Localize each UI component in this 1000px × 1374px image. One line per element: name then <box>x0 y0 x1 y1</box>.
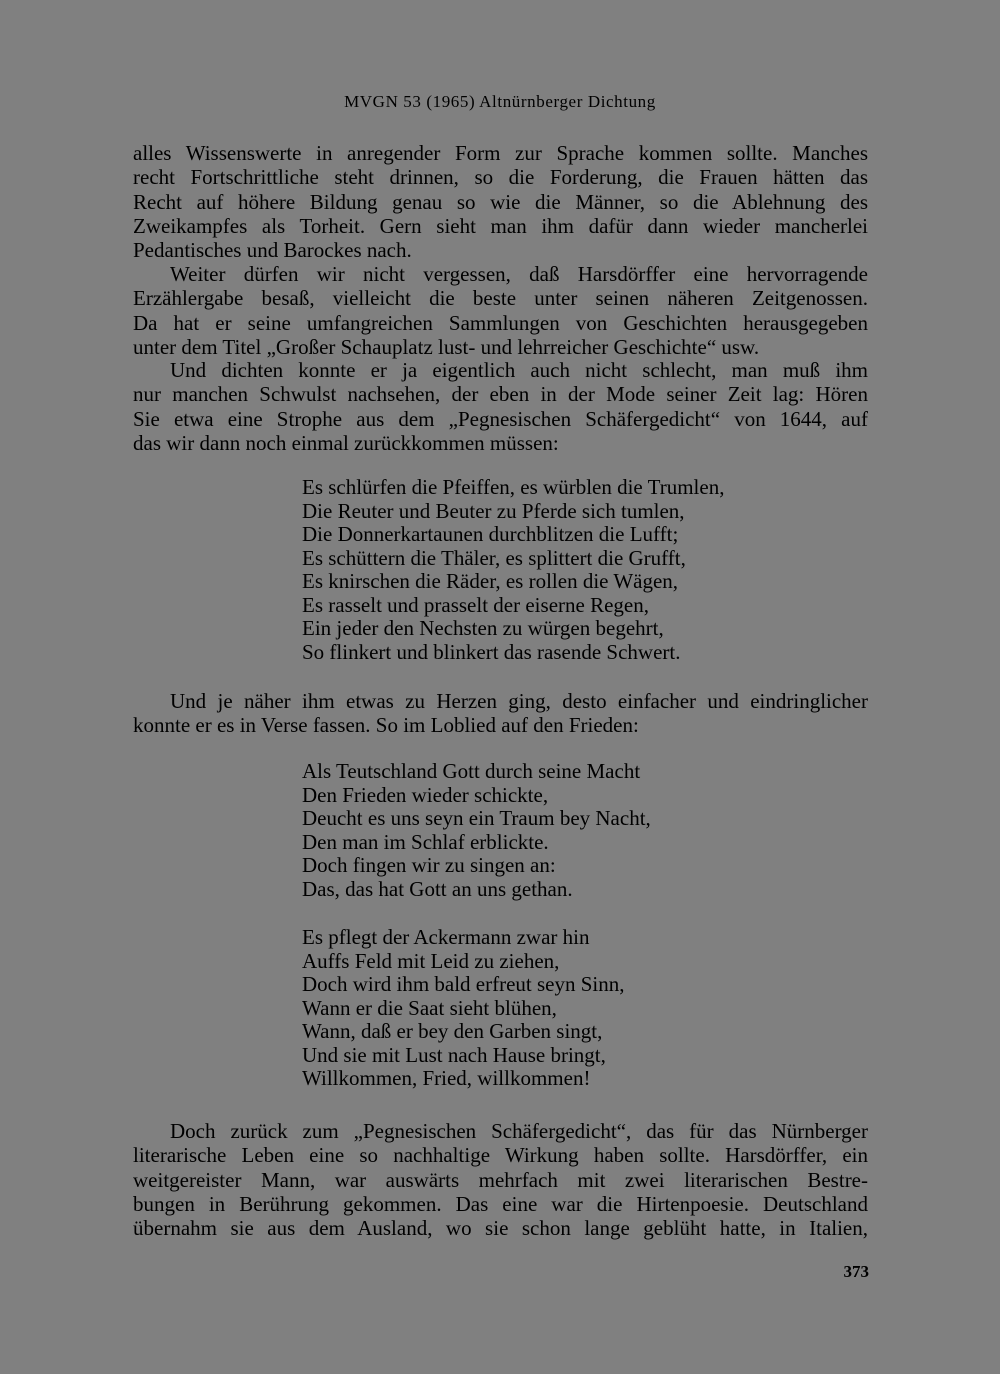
text-line: Und dichten konnte er ja eigentlich auch nicht schlecht, man muß ihm <box>170 358 868 382</box>
text-line: Doch zurück zum „Pegnesischen Schäfergedicht“, das für das Nürnberger <box>170 1119 868 1143</box>
paragraph <box>133 1119 868 1240</box>
text-line: alles Wissenswerte in anregender Form zur Sprache kommen sollte. Manches <box>133 141 868 165</box>
text-line: nur manchen Schwulst nachsehen, der eben in der Mode seiner Zeit lag: Hören <box>133 382 868 407</box>
verse-line: Und sie mit Lust nach Hause bringt, <box>302 1042 606 1067</box>
text-line: das wir dann noch einmal zurückkommen müssen: <box>133 430 559 455</box>
paragraph <box>133 141 868 262</box>
text-line: unter dem Titel „Großer Schauplatz lust- und lehrreicher Geschichte“ usw. <box>133 334 760 359</box>
text-line: konnte er es in Verse fassen. So im Loblied auf den Frieden: <box>133 713 639 738</box>
verse-line: Den man im Schlaf erblickte. <box>302 829 549 854</box>
text-line: Erzählergabe besaß, vielleicht die beste unter seinen näheren Zeitgenossen. <box>133 286 868 311</box>
text-line: übernahm sie aus dem Ausland, wo sie schon lange geblüht hatte, in Italien, <box>133 1216 868 1241</box>
poem-stanza <box>302 476 724 664</box>
paragraph <box>133 689 868 738</box>
text-line: Da hat er seine umfangreichen Sammlungen von Geschichten herausgegeben <box>133 310 868 335</box>
text-line: Sie etwa eine Strophe aus dem „Pegnesischen Schäfergedicht“ von 1644, auf <box>133 406 868 431</box>
verse-line: Die Donnerkartaunen durchblitzen die Lufft; <box>302 522 679 546</box>
verse-line: Es schlürfen die Pfeiffen, es würblen die Trumlen, <box>302 475 725 499</box>
text-line: recht Fortschrittliche steht drinnen, so die Forderung, die Frauen hätten das <box>133 165 868 190</box>
verse-line: Deucht es uns seyn ein Traum bey Nacht, <box>302 806 651 830</box>
verse-line: Auffs Feld mit Leid zu ziehen, <box>302 948 560 973</box>
text-line: Recht auf höhere Bildung genau so wie die Männer, so die Ablehnung des <box>133 189 868 214</box>
text-line: bungen in Berührung gekommen. Das eine war die Hirtenpoesie. Deutschland <box>133 1191 868 1216</box>
verse-line: So flinkert und blinkert das rasende Schwert. <box>302 639 681 664</box>
verse-line: Wann er die Saat sieht blühen, <box>302 995 557 1020</box>
text-line: Zweikampfes als Torheit. Gern sieht man ihm dafür dann wieder mancherlei <box>133 213 868 238</box>
verse-line: Wann, daß er bey den Garben singt, <box>302 1019 603 1043</box>
verse-line: Doch wird ihm bald erfreut seyn Sinn, <box>302 972 625 996</box>
text-line: Weiter dürfen wir nicht vergessen, daß Harsdörffer eine hervorragende <box>170 262 868 286</box>
text-line: Pedantisches und Barockes nach. <box>133 238 412 263</box>
poem-stanza <box>302 760 651 901</box>
text-line: Und je näher ihm etwas zu Herzen ging, desto einfacher und eindringlicher <box>170 689 868 713</box>
verse-line: Es pflegt der Ackermann zwar hin <box>302 925 590 949</box>
page-number: 373 <box>843 1262 869 1281</box>
poem-stanza <box>302 926 625 1091</box>
verse-line: Ein jeder den Nechsten zu würgen begehrt, <box>302 616 664 640</box>
verse-line: Als Teutschland Gott durch seine Macht <box>302 759 641 783</box>
verse-line: Es schüttern die Thäler, es splittert die Grufft, <box>302 545 686 570</box>
text-line: weitgereister Mann, war auswärts mehrfach mit zwei literarischen Bestre- <box>133 1167 868 1192</box>
paragraph <box>133 262 868 359</box>
verse-line: Das, das hat Gott an uns gethan. <box>302 876 573 901</box>
verse-line: Es knirschen die Räder, es rollen die Wägen, <box>302 569 679 593</box>
verse-line: Den Frieden wieder schickte, <box>302 782 549 807</box>
text-line: literarische Leben eine so nachhaltige Wirkung haben sollte. Harsdörffer, ein <box>133 1143 868 1168</box>
verse-line: Willkommen, Fried, willkommen! <box>302 1066 591 1090</box>
paragraph <box>133 358 868 455</box>
verse-line: Die Reuter und Beuter zu Pferde sich tumlen, <box>302 498 685 523</box>
verse-line: Es rasselt und prasselt der eiserne Regen, <box>302 592 649 617</box>
verse-line: Doch fingen wir zu singen an: <box>302 853 556 877</box>
running-head: MVGN 53 (1965) Altnürnberger Dichtung <box>344 92 656 111</box>
